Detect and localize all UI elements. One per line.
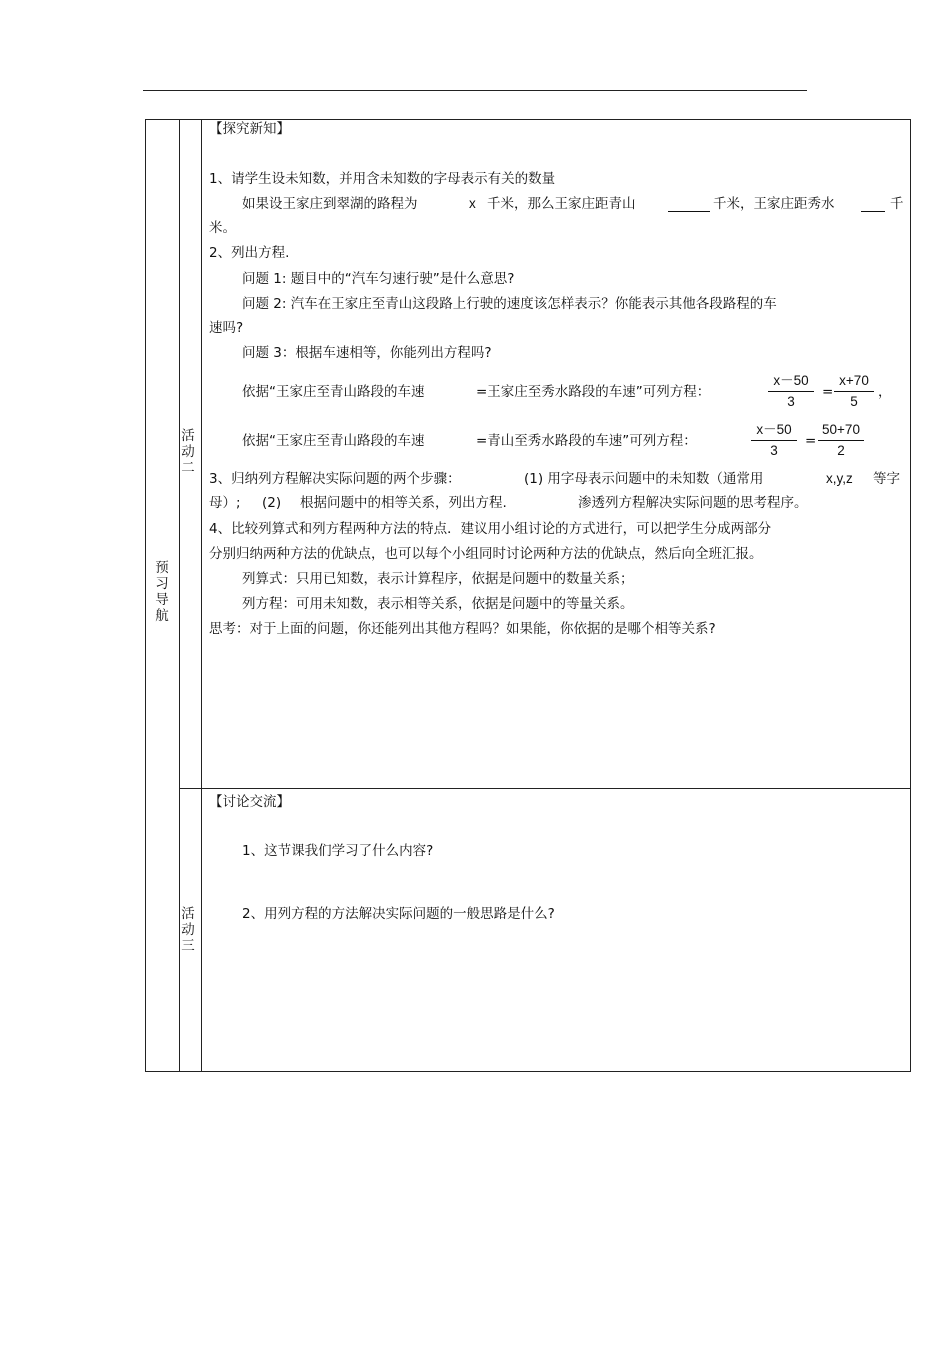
item3-text-e: 母）; xyxy=(209,495,241,511)
equation1-text-b: =王家庄至秀水路段的车速”可列方程： xyxy=(476,384,711,400)
fraction-bar xyxy=(751,440,797,441)
activity2-label: 活 动 二 xyxy=(181,428,195,476)
item1-text-b: 千米，那么王家庄距青山 xyxy=(487,196,636,212)
item4-line-1: 4、比较列算式和列方程两种方法的特点．建议用小组讨论的方式进行，可以把学生分成两部分 xyxy=(209,521,772,537)
equation1-right-fraction xyxy=(834,372,874,411)
item3-step-2: (2) xyxy=(262,495,282,511)
equals-sign: = xyxy=(822,384,834,400)
fraction-denominator: 2 xyxy=(837,443,845,458)
question-2: 问题 2: 汽车在王家庄至青山这段路上行驶的速度该怎样表示？你能表示其他各段路程的车 xyxy=(242,296,777,312)
item3-text-g: 根据问题中的相等关系，列出方程. xyxy=(300,495,507,511)
item1-text-c: 千米，王家庄距秀水 xyxy=(713,196,835,212)
equation1-left-fraction xyxy=(768,372,814,411)
section-heading: 【讨论交流】 xyxy=(209,794,290,810)
fill-blank-1[interactable] xyxy=(668,197,710,212)
item3-text-b: (1) 用字母表示问题中的未知数（通常用 xyxy=(524,471,764,487)
fraction-numerator: x+70 xyxy=(839,373,869,388)
equals-sign: = xyxy=(805,433,817,449)
item4-line-4: 列方程：可用未知数，表示相等关系，依据是问题中的等量关系。 xyxy=(242,596,634,612)
fraction-numerator: x－50 xyxy=(773,373,809,388)
equation2-left-fraction xyxy=(751,421,797,460)
comma: ， xyxy=(878,384,892,400)
fraction-bar xyxy=(818,440,864,441)
item2-title: 2、列出方程. xyxy=(209,245,290,261)
question-1: 问题 1: 题目中的“汽车匀速行驶”是什么意思? xyxy=(242,271,515,287)
fraction-numerator: 50+70 xyxy=(822,422,860,437)
fraction-bar xyxy=(768,391,814,392)
discussion-question-2: 2、用列方程的方法解决实际问题的一般思路是什么? xyxy=(242,906,555,922)
item4-line-2: 分别归纳两种方法的优缺点，也可以每个小组同时讨论两种方法的优缺点，然后向全班汇报。 xyxy=(209,546,763,562)
column-divider-2 xyxy=(201,120,202,1071)
discussion-question-1: 1、这节课我们学习了什么内容? xyxy=(242,843,434,859)
item1-text-e: 米。 xyxy=(209,220,236,236)
item3-variables: x,y,z xyxy=(826,471,853,486)
item1-title: 1、请学生设未知数，并用含未知数的字母表示有关的数量 xyxy=(209,171,556,187)
think-question: 思考：对于上面的问题，你还能列出其他方程吗？如果能，你依据的是哪个相等关系? xyxy=(209,621,716,637)
fraction-denominator: 3 xyxy=(770,443,778,458)
item3-text-d: 等字 xyxy=(873,471,900,487)
item3-text-a: 3、归纳列方程解决实际问题的两个步骤： xyxy=(209,471,461,487)
equation2-right-fraction xyxy=(818,421,864,460)
fraction-denominator: 5 xyxy=(850,394,858,409)
question-2-cont: 速吗? xyxy=(209,320,244,336)
fraction-bar xyxy=(834,391,874,392)
row-divider xyxy=(179,788,910,789)
item3-text-h: 渗透列方程解决实际问题的思考程序。 xyxy=(578,495,808,511)
section-heading: 【探究新知】 xyxy=(209,121,290,137)
variable-x: x xyxy=(469,196,476,211)
equation2-text-b: =青山至秀水路段的车速”可列方程： xyxy=(476,433,697,449)
fraction-denominator: 3 xyxy=(787,394,795,409)
fraction-numerator: x－50 xyxy=(756,422,792,437)
outer-section-label: 预 习 导 航 xyxy=(155,560,169,624)
item1-text-d: 千 xyxy=(890,196,904,212)
item4-line-3: 列算式：只用已知数，表示计算程序，依据是问题中的数量关系； xyxy=(242,571,634,587)
equation2-text-a: 依据“王家庄至青山路段的车速 xyxy=(242,433,425,449)
activity3-label: 活 动 三 xyxy=(181,906,195,954)
header-rule xyxy=(143,90,807,91)
equation1-text-a: 依据“王家庄至青山路段的车速 xyxy=(242,384,425,400)
fill-blank-2[interactable] xyxy=(861,197,885,212)
question-3: 问题 3：根据车速相等，你能列出方程吗? xyxy=(242,345,492,361)
item1-text-a: 如果设王家庄到翠湖的路程为 xyxy=(242,196,418,212)
